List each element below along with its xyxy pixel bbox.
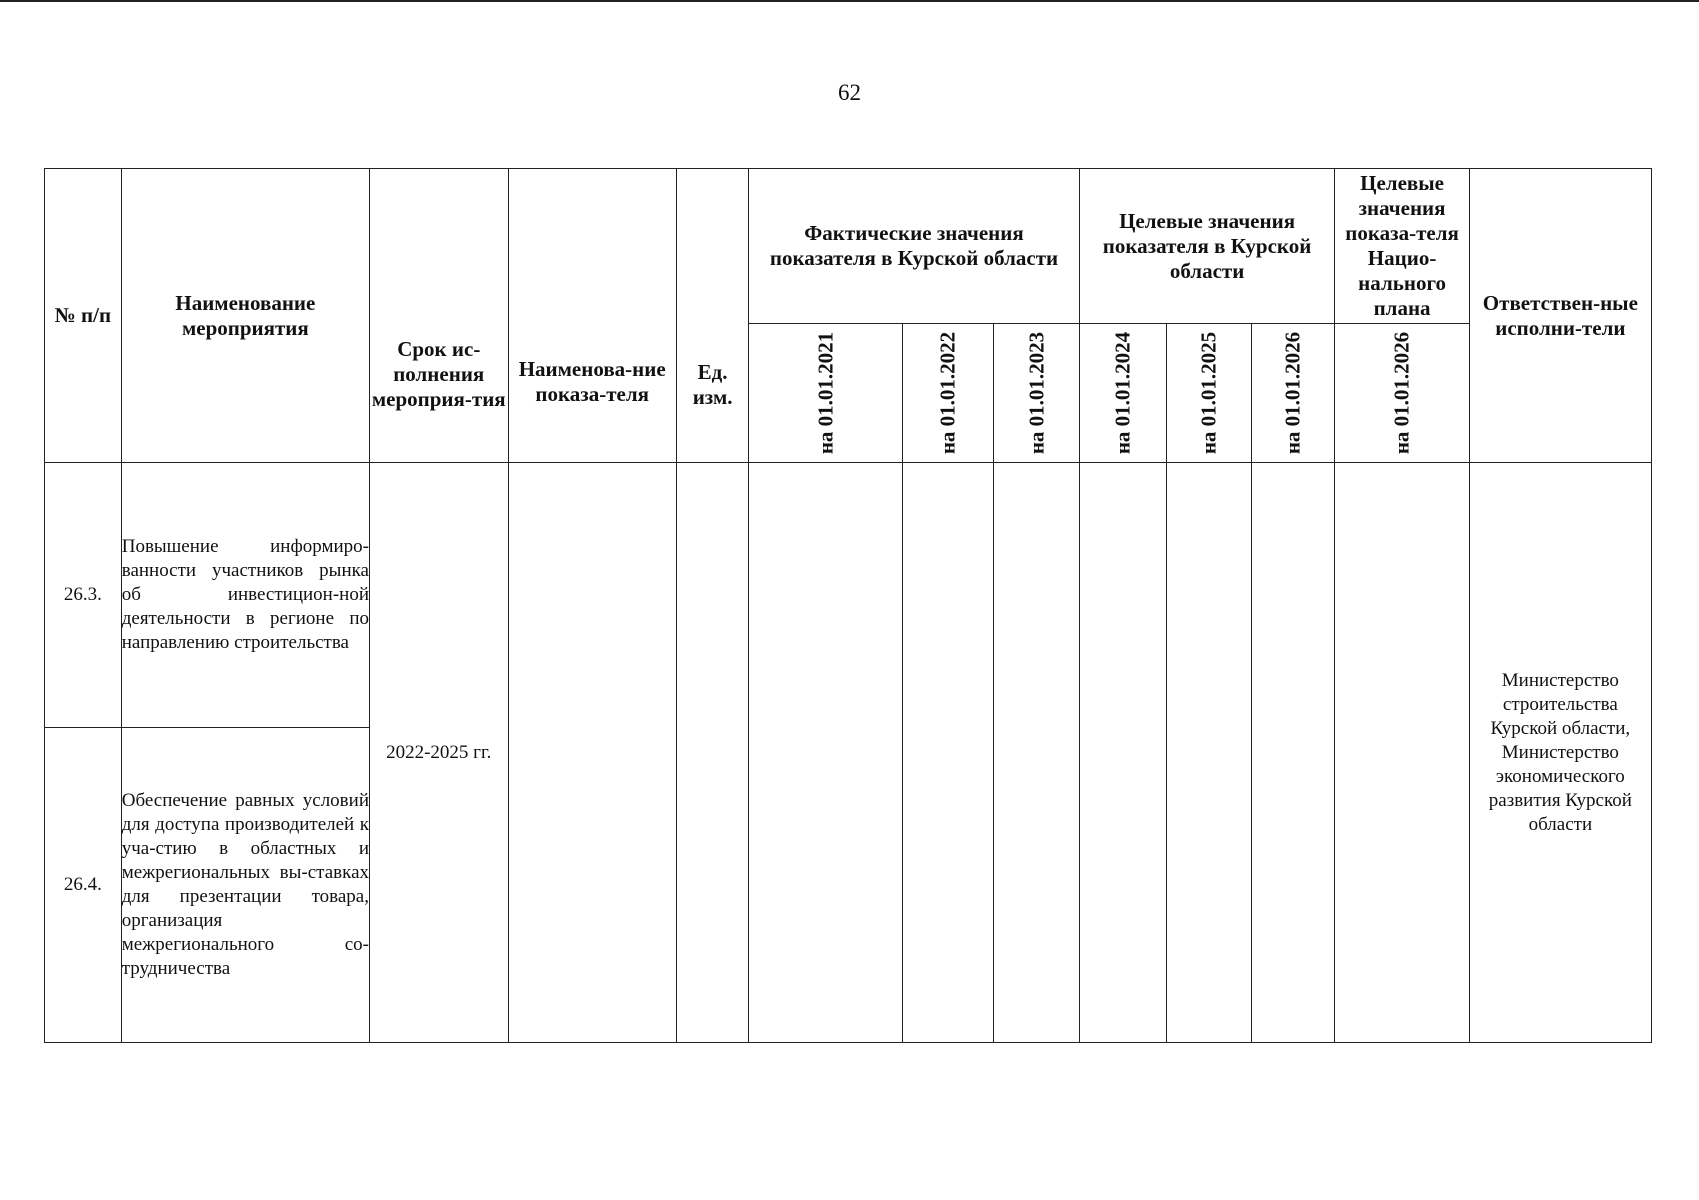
value-cell-target-2025 <box>1167 463 1252 1043</box>
date-header-actual-2023: на 01.01.2023 <box>994 324 1079 463</box>
header-national-values: Целевые значения показа-теля Нацио-нального плана <box>1335 169 1469 324</box>
header-unit: Ед. изм. <box>676 169 748 463</box>
indicator-name-cell <box>508 463 676 1043</box>
page-number: 62 <box>838 80 861 105</box>
header-num: № п/п <box>45 169 122 463</box>
row-number: 26.4. <box>45 728 122 1043</box>
unit-cell <box>676 463 748 1043</box>
event-name: Повышение информиро-ванности участников рынка об инвестицион-ной деятельности в регионе по направлению строительства <box>121 463 369 728</box>
value-cell-target-2024 <box>1079 463 1166 1043</box>
date-header-national-2026: на 01.01.2026 <box>1335 324 1469 463</box>
date-header-actual-2021: на 01.01.2021 <box>749 324 902 463</box>
header-target-values: Целевые значения показателя в Курской области <box>1079 169 1335 324</box>
value-cell-target-2026 <box>1252 463 1335 1043</box>
header-row-1 <box>45 169 1652 324</box>
value-cell-actual-2022 <box>902 463 994 1043</box>
value-cell-national-2026 <box>1335 463 1469 1043</box>
date-header-target-2024: на 01.01.2024 <box>1079 324 1166 463</box>
event-name: Обеспечение равных условий для доступа производителей к уча-стию в областных и межрегиональных вы-ставках для презентации товара, организация межрегионального со-трудничества <box>121 728 369 1043</box>
header-event-name: Наименование мероприятия <box>121 169 369 463</box>
date-header-target-2025: на 01.01.2025 <box>1167 324 1252 463</box>
indicators-table <box>44 168 1652 1043</box>
value-cell-actual-2021 <box>749 463 902 1043</box>
table-row <box>45 463 1652 728</box>
header-actual-values: Фактические значения показателя в Курской области <box>749 169 1079 324</box>
responsible-executors: Министерство строительства Курской области, Министерство экономического развития Курской области <box>1469 463 1651 1043</box>
header-term: Срок ис-полнения мероприя-тия <box>370 169 509 463</box>
top-border-line <box>0 0 1699 2</box>
header-indicator-name: Наименова-ние показа-теля <box>508 169 676 463</box>
row-number: 26.3. <box>45 463 122 728</box>
header-responsible: Ответствен-ные исполни-тели <box>1469 169 1651 463</box>
date-header-actual-2022: на 01.01.2022 <box>902 324 994 463</box>
date-header-target-2026: на 01.01.2026 <box>1252 324 1335 463</box>
event-term: 2022-2025 гг. <box>370 463 509 1043</box>
value-cell-actual-2023 <box>994 463 1079 1043</box>
